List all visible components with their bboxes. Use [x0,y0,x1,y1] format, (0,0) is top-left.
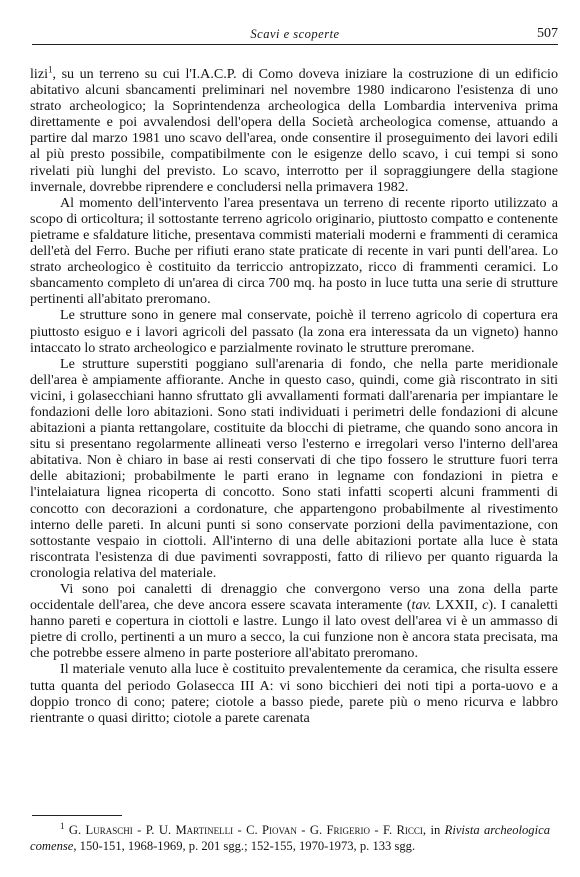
paragraph-3: Le strutture sono in genere mal conservate, poichè il terreno agricolo di copertura era piuttosto esiguo e i lavori agricoli del passato (la zona era interessata da un vigneto) hanno intaccato lo strato archeologico e parzialmente rovinato le strutture preromane. [30,307,558,356]
footnote-ref: 1 [48,64,53,75]
paragraph-5: Vi sono poi canaletti di drenaggio che convergono verso una zona della parte occidentale dell'area, che deve ancora essere scavata interamente (tav. LXXII, c). I canaletti hanno pareti e copertura in ciottoli e lastre. Lungo il lato ovest dell'area vi è un ammasso di pietre di crollo, pertinenti a un muro a secco, la cui funzione non è ancora stata precisata, ma che potrebbe essere almeno in parte posteriore all'abitato preromano. [30,581,558,662]
paragraph-1: lizi$^1$, su un terreno su cui l'I.A.C.P. di Como doveva iniziare la costruzione di un edificio abitativo alcuni sbancamenti preliminari nel novembre 1980 indicarono l'esistenza di uno strato archeologico; la Soprintendenza archeologica della Lombardia interveniva prima direttamente e poi avvalendosi dell'opera della Società archeologica comense, attuando a partire dal marzo 1981 uno scavo dell'area, onde consentire il proseguimento dei lavori edili al più presto possibile, compatibilmente con le esigenze dello scavo, i cui tempi si sono rivelati più lunghi del previsto. Lo scavo, interrotto per il sopraggiungere della stagione invernale, dovrebbe riprendere e concludersi nella primavera 1982. [30,64,558,195]
footnote-divider [32,815,122,816]
page-header [32,14,558,45]
footnote-number: 1 [60,820,65,831]
paragraph-4: Le strutture superstiti poggiano sull'arenaria di fondo, che nella parte meridionale dell'area è ampiamente affiorante. Anche in questo caso, quindi, come già riscontrato in siti vicini, i golasecchiani hanno sfruttato gli avvallamenti formati dall'arenaria per impiantare le fondazioni delle loro abitazioni. Sono stati individuati i perimetri delle fondazioni di alcune abitazioni a pianta rettangolare, costituite da blocchi di pietrame, che quando sono ancora in situ si presentano regolarmente allineati verso l'esterno e irregolari verso l'interno dell'area abitativa. Non è chiaro in base ai resti conservati di che tipo fossero le strutture fuori terra delle abitazioni; probabilmente le parti erano in legname con fondazioni in pietra e l'intelaiatura lignea ricoperta di concotto. Sono stati infatti scoperti alcuni frammenti di concotto con decorazioni a cordonature, che appartengono probabilmente al rivestimento interno delle pareti. In alcuni punti si sono conservate porzioni della pavimentazione, con sottostante vespaio in ciottoli. All'interno di una delle abitazioni portate alla luce è stata riscontrata l'esistenza di due pavimenti sovrapposti, fatto di rilievo per quanto riguarda la cronologia relativa del materiale. [30,355,558,581]
footnote-journal: Rivista archeologica comense [30,823,550,853]
footnote: $^1$ G. Luraschi - P. U. Martinelli - C. Piovan - G. Frigerio - F. Ricci, in Rivista archeologica comense, 150-151, 1968-1969, p. 201 sgg.; 152-155, 1970-1973, p. 133 sgg. [30,820,550,853]
footnote-authors: G. Luraschi - P. U. Martinelli - C. Piovan - G. Frigerio - F. Ricci [68,823,423,837]
paragraph-2: Al momento dell'intervento l'area presentava un terreno di recente riporto utilizzato a scopo di orticoltura; il sottostante terreno agricolo originario, piuttosto compatto e contenente pietrame e sfaldature litiche, presentava commisti materiali moderni e frammenti di ceramica dell'età del Ferro. Buche per rifiuti erano state praticate di recente in vari punti dell'area. Lo strato archeologico è costituito da terriccio antropizzato, ricco di frammenti ceramici. Lo sbancamento completo di un'area di circa 700 mq. ha posto in luce tutta una serie di strutture pertinenti all'abitato preromano. [30,194,558,308]
body-text [30,66,558,726]
running-title: Scavi e scoperte [250,27,340,41]
page-number: 507 [537,26,558,41]
paragraph-6: Il materiale venuto alla luce è costituito prevalentemente da ceramica, che risulta essere tutta quanta del periodo Golasecca III A: vi sono bicchieri dei noti tipi a porta-uovo e a doppio tronco di cono; patere; ciotole a basso piede, parete più o meno ricurva e labbro rientrante o quasi diritto; ciotole a parete carenata [30,661,558,726]
